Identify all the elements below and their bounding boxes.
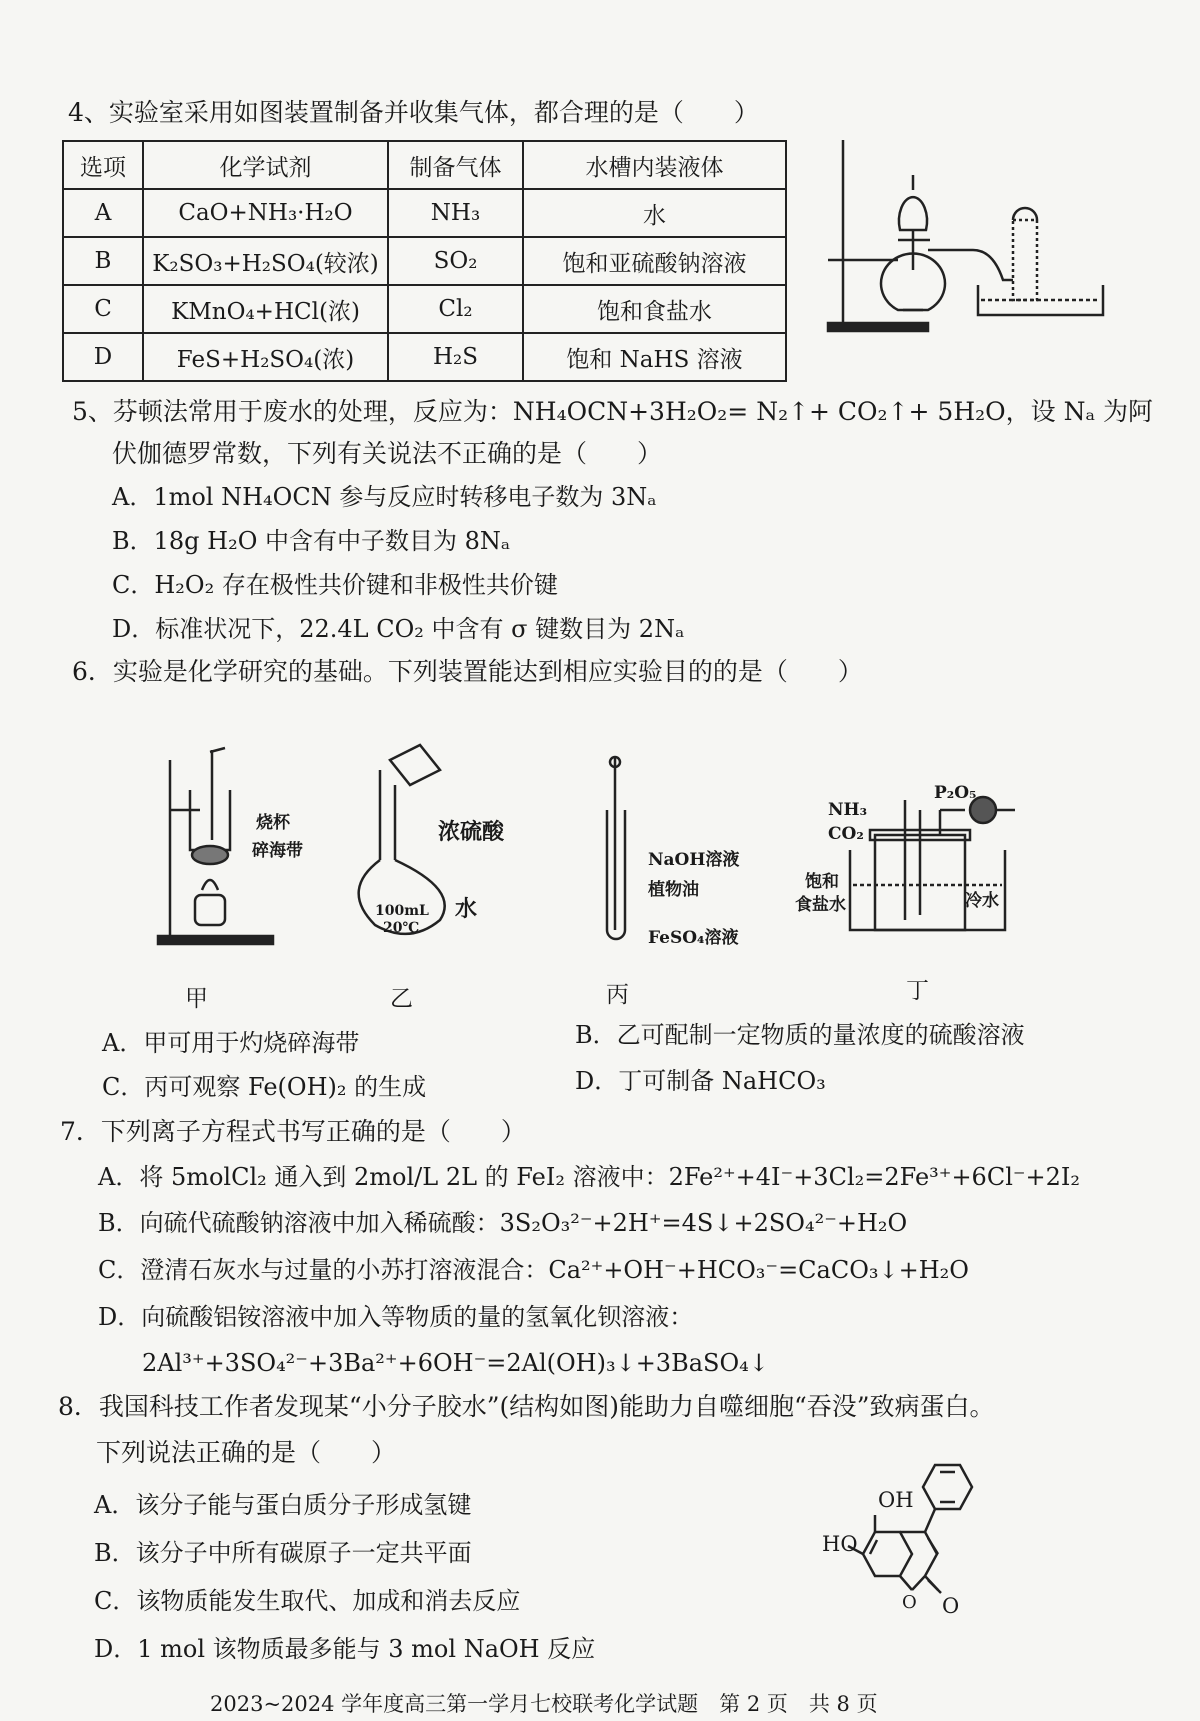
q5-stem-line1: 5、芬顿法常用于废水的处理，反应为：NH₄OCN+3H₂O₂= N₂↑+ CO₂↑+ 5H₂O，设 Nₐ 为阿 xyxy=(72,397,1154,426)
q8-option-b: B．该分子中所有碳原子一定共平面 xyxy=(94,1539,472,1567)
q5-option-b: B．18g H₂O 中含有中子数目为 8Nₐ xyxy=(112,527,511,555)
cell-gas: NH₃ xyxy=(388,189,523,237)
q6-option-d: D．丁可制备 NaHCO₃ xyxy=(575,1067,826,1095)
bing-label-oil: 植物油 xyxy=(648,880,699,900)
yi-caption: 乙 xyxy=(390,986,413,1012)
q5-option-a: A．1mol NH₄OCN 参与反应时转移电子数为 3Nₐ xyxy=(112,483,657,511)
q7-option-d-line2: 2Al³⁺+3SO₄²⁻+3Ba²⁺+6OH⁻=2Al(OH)₃↓+3BaSO₄↓ xyxy=(142,1349,769,1377)
cell-gas: SO₂ xyxy=(388,237,523,285)
header-liquid: 水槽内装液体 xyxy=(523,141,786,189)
mol-label-ring-o: O xyxy=(902,1592,917,1613)
ding-label-cold-water: 冷水 xyxy=(965,891,999,911)
ding-label-brine: 食盐水 xyxy=(795,895,846,915)
cell-liquid: 水 xyxy=(523,189,786,237)
table-row xyxy=(63,189,786,237)
q6-stem: 6．实验是化学研究的基础。下列装置能达到相应实验目的的是（ ） xyxy=(72,657,863,686)
table-row xyxy=(63,285,786,333)
q7-option-d-line1: D．向硫酸铝铵溶液中加入等物质的量的氢氧化钡溶液： xyxy=(98,1303,694,1331)
mol-label-carbonyl-o: O xyxy=(942,1594,960,1618)
cell-reagent: FeS+H₂SO₄(浓) xyxy=(143,333,388,381)
ding-caption: 丁 xyxy=(906,978,929,1004)
jia-label-beaker: 烧杯 xyxy=(256,813,290,833)
cell-liquid: 饱和 NaHS 溶液 xyxy=(523,333,786,381)
q6-option-b: B．乙可配制一定物质的量浓度的硫酸溶液 xyxy=(575,1021,1025,1049)
yi-label-acid: 浓硫酸 xyxy=(438,819,505,845)
ding-label-saturated: 饱和 xyxy=(805,872,839,892)
q6-option-a: A．甲可用于灼烧碎海带 xyxy=(102,1029,360,1057)
cell-option: A xyxy=(63,189,143,237)
q7-option-b: B．向硫代硫酸钠溶液中加入稀硫酸：3S₂O₃²⁻+2H⁺=4S↓+2SO₄²⁻+H₂O xyxy=(98,1209,908,1237)
cell-reagent: CaO+NH₃·H₂O xyxy=(143,189,388,237)
header-reagent: 化学试剂 xyxy=(143,141,388,189)
q4-stem: 4、实验室采用如图装置制备并收集气体，都合理的是（ ） xyxy=(68,98,759,127)
bing-label-feso4: FeSO₄溶液 xyxy=(648,928,739,948)
q4-table xyxy=(62,140,787,382)
bing-label-naoh: NaOH溶液 xyxy=(648,850,740,870)
q5-option-c: C．H₂O₂ 存在极性共价键和非极性共价键 xyxy=(112,571,558,599)
cell-liquid: 饱和亚硫酸钠溶液 xyxy=(523,237,786,285)
q7-option-c: C．澄清石灰水与过量的小苏打溶液混合：Ca²⁺+OH⁻+HCO₃⁻=CaCO₃↓+H₂O xyxy=(98,1256,969,1284)
q8-option-a: A．该分子能与蛋白质分子形成氢键 xyxy=(94,1491,472,1519)
q5-option-d: D．标准状况下，22.4L CO₂ 中含有 σ 键数目为 2Nₐ xyxy=(112,615,685,643)
q8-stem-line1: 8．我国科技工作者发现某“小分子胶水”(结构如图)能助力自噬细胞“吞没”致病蛋白。 xyxy=(58,1392,995,1421)
ding-label-nh3: NH₃ xyxy=(828,800,868,820)
yi-label-volume: 100mL xyxy=(375,903,429,919)
q8-stem-line2: 下列说法正确的是（ ） xyxy=(96,1438,397,1467)
q7-option-a: A．将 5molCl₂ 通入到 2mol/L 2L 的 FeI₂ 溶液中：2Fe²⁺+4I⁻+3Cl₂=2Fe³⁺+6Cl⁻+2I₂ xyxy=(98,1163,1081,1191)
q4-apparatus-figure xyxy=(818,130,1108,340)
q6-option-c: C．丙可观察 Fe(OH)₂ 的生成 xyxy=(102,1073,427,1101)
ding-label-co2: CO₂ xyxy=(828,824,864,844)
bing-caption: 丙 xyxy=(606,982,629,1008)
q5-stem-line2: 伏伽德罗常数，下列有关说法不正确的是（ ） xyxy=(112,439,663,468)
q8-option-d: D．1 mol 该物质最多能与 3 mol NaOH 反应 xyxy=(94,1635,596,1663)
q8-option-c: C．该物质能发生取代、加成和消去反应 xyxy=(94,1587,521,1615)
cell-reagent: KMnO₄+HCl(浓) xyxy=(143,285,388,333)
yi-label-water: 水 xyxy=(455,896,478,922)
header-gas: 制备气体 xyxy=(388,141,523,189)
jia-label-seaweed: 碎海带 xyxy=(252,841,303,861)
q7-stem: 7．下列离子方程式书写正确的是（ ） xyxy=(60,1117,526,1146)
cell-liquid: 饱和食盐水 xyxy=(523,285,786,333)
cell-gas: H₂S xyxy=(388,333,523,381)
table-row xyxy=(63,237,786,285)
ding-label-p2o5: P₂O₅ xyxy=(934,783,977,803)
mol-label-oh: OH xyxy=(878,1488,914,1512)
table-header-row xyxy=(63,141,786,189)
table-row xyxy=(63,333,786,381)
q6-figure-bing xyxy=(595,750,645,950)
cell-reagent: K₂SO₃+H₂SO₄(较浓) xyxy=(143,237,388,285)
cell-option: B xyxy=(63,237,143,285)
cell-option: D xyxy=(63,333,143,381)
cell-gas: Cl₂ xyxy=(388,285,523,333)
page-footer: 2023~2024 学年度高三第一学月七校联考化学试题 第 2 页 共 8 页 xyxy=(210,1692,878,1716)
cell-option: C xyxy=(63,285,143,333)
q6-figure-ding xyxy=(845,790,1030,950)
mol-label-ho: HO xyxy=(822,1532,858,1556)
jia-caption: 甲 xyxy=(185,986,208,1012)
header-option: 选项 xyxy=(63,141,143,189)
yi-label-temp: 20℃ xyxy=(383,920,420,936)
